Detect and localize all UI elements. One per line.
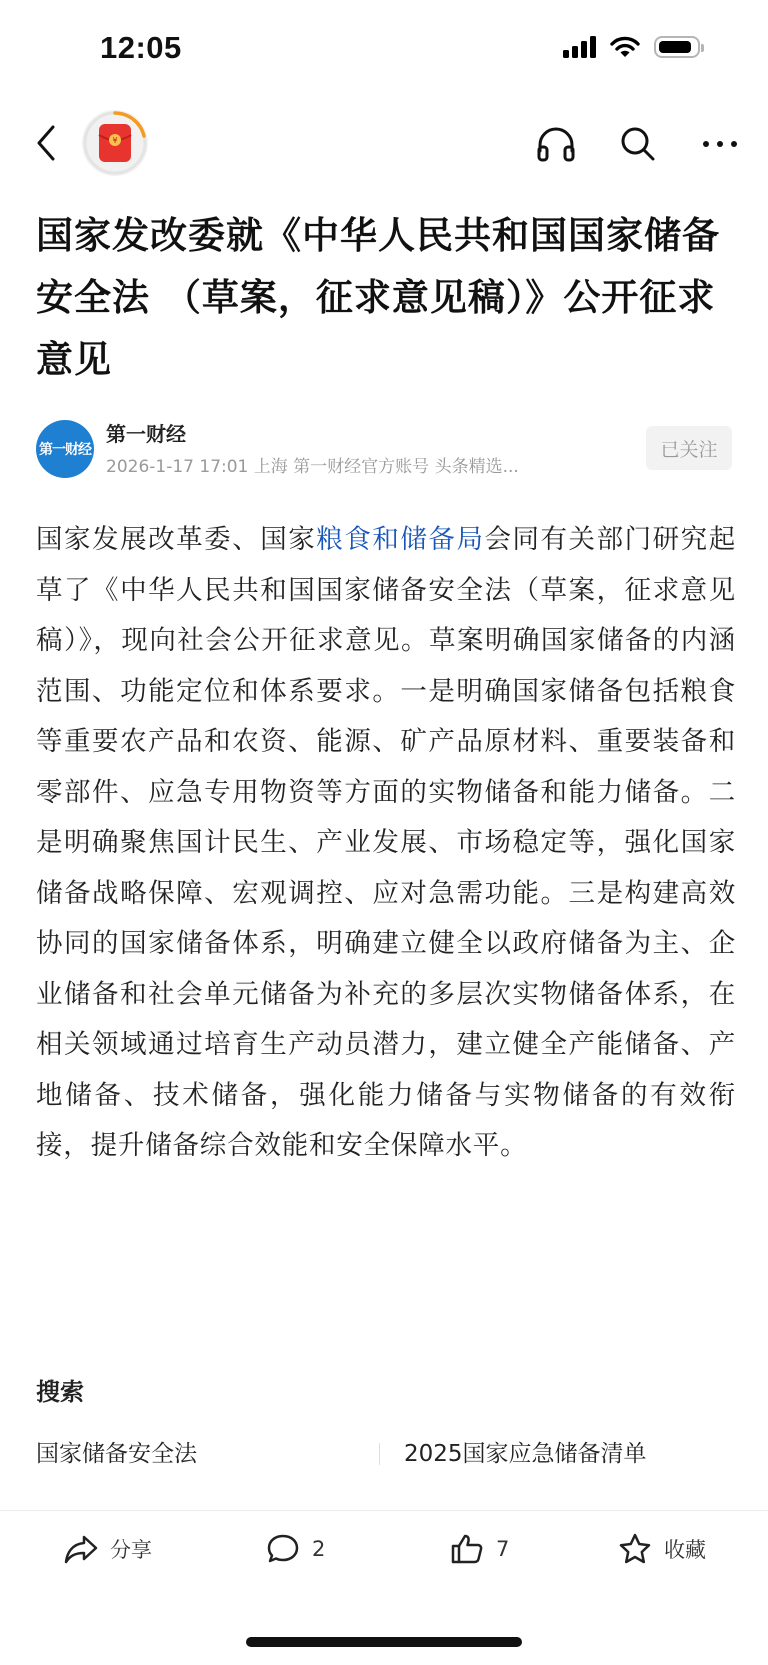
author-avatar[interactable]: 第一财经 [36,420,94,478]
status-icons [563,36,700,58]
search-heading: 搜索 [36,1378,84,1406]
share-label: 分享 [110,1538,152,1562]
svg-text:¥: ¥ [112,136,118,145]
home-indicator[interactable] [246,1637,522,1647]
signal-icon [563,36,596,58]
battery-icon [654,36,700,58]
listen-button[interactable] [532,120,580,168]
keyword-link[interactable]: 粮食和储备局 [316,524,485,555]
thumbs-up-icon [450,1533,484,1565]
back-button[interactable] [26,118,66,168]
article-body [36,515,736,1172]
share-icon [64,1534,98,1564]
like-button[interactable] [450,1529,509,1569]
divider [379,1443,380,1465]
search-suggestion[interactable]: 2025国家应急储备清单 [404,1441,647,1467]
star-icon [618,1533,652,1565]
back-icon [35,125,57,161]
bottom-action-bar [0,1510,768,1597]
comment-icon [266,1533,300,1565]
share-button[interactable] [64,1529,152,1569]
nav-actions [532,120,744,168]
author-meta: 2026-1-17 17:01 上海 第一财经官方账号 头条精选... [106,457,519,477]
wifi-icon [610,36,640,58]
article-title: 国家发改委就《中华人民共和国国家储备安全法 （草案，征求意见稿）》公开征求意见 [36,214,720,381]
like-count: 7 [496,1537,510,1561]
status-bar [0,0,768,100]
status-time: 12:05 [100,30,182,65]
follow-button[interactable]: 已关注 [646,426,732,470]
body-text-start: 国家发展改革委、国家 [36,524,317,555]
more-icon [701,139,739,149]
search-suggestions [36,1435,732,1475]
comment-count: 2 [312,1537,326,1561]
more-button[interactable] [696,120,744,168]
body-text-rest: 会同有关部门研究起草了《中华人民共和国国家储备安全法（草案，征求意见稿）》，现向社会公开征求意见。草案明确国家储备的内涵范围、功能定位和体系要求。一是明确国家储备包括粮食等重要农产品和农资、能源、矿产品原材料、重要装备和零部件、应急专用物资等方面的实物储备和能力储备。二是明确聚焦国计民生、产业发展、市场稳定等，强化国家储备战略保障、宏观调控、应对急需功能。三是构建高效协同的国家储备体系，明确建立健全以政府储备为主、企业储备和社会单元储备为补充的多层次实物储备体系，在相关领域通过培育生产动员潜力，建立健全产能储备、产地储备、技术储备，强化能力储备与实物储备的有效衔接，提升储备综合效能和安全保障水平。 [36,524,736,1161]
search-icon [619,125,657,163]
author-name[interactable]: 第一财经 [106,422,186,446]
search-suggestion[interactable]: 国家储备安全法 [36,1441,197,1467]
progress-ring-icon [82,110,148,176]
comment-button[interactable] [266,1529,325,1569]
author-row [36,418,732,482]
collect-button[interactable] [618,1529,706,1569]
headphones-icon [536,125,576,163]
nav-bar [0,100,768,190]
collect-label: 收藏 [664,1538,706,1562]
search-button[interactable] [614,120,662,168]
red-packet-button[interactable] [82,110,148,176]
